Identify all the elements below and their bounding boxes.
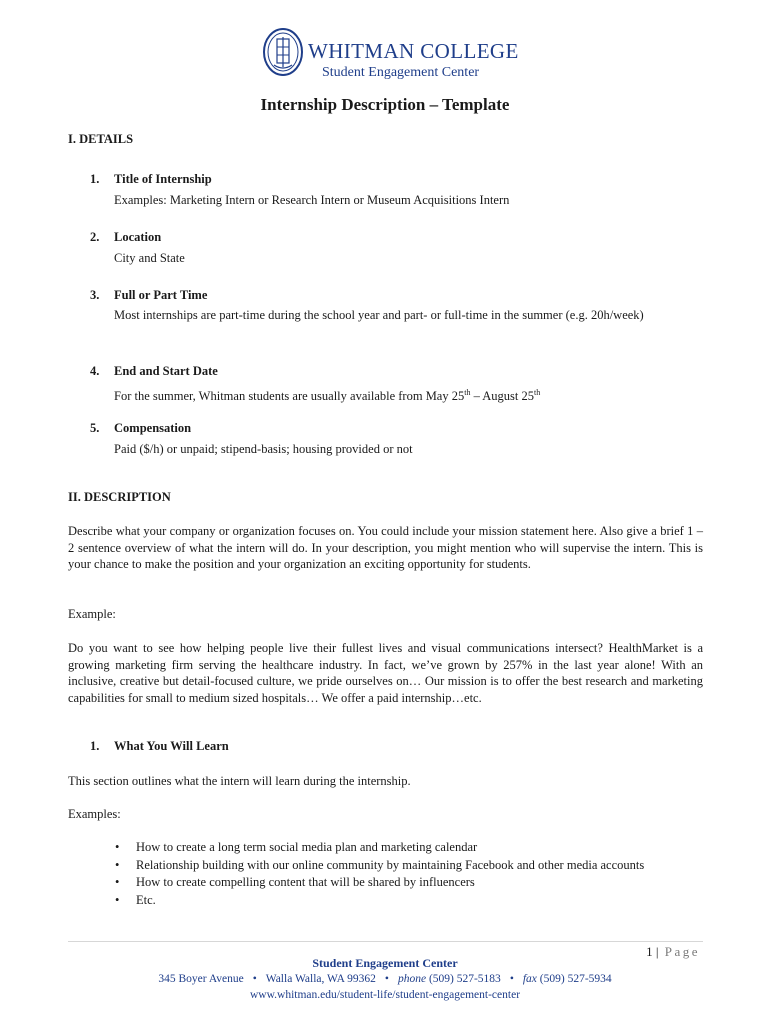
footer-contact-line: 345 Boyer Avenue • Walla Walla, WA 99362 • phone (509) 527-5183 • fax (509) 527-5934 [158, 973, 612, 985]
document-title: Internship Description – Template [260, 95, 510, 114]
bullet-icon: • [115, 875, 120, 889]
footer-url-link[interactable]: www.whitman.edu/student-life/student-engagement-center [249, 989, 521, 1001]
bullet-icon: • [115, 892, 120, 907]
learn-bullet-list [110, 839, 700, 909]
examples-label: Examples: [68, 807, 121, 821]
bullet-icon: • [115, 857, 120, 872]
page-number: 1 | Page [646, 944, 700, 959]
footer-phone: (509) 527-5183 [428, 973, 501, 985]
detail-body [114, 383, 684, 406]
detail-body: Examples: Marketing Intern or Research Intern or Museum Acquisitions Intern [114, 193, 510, 207]
college-logo [262, 27, 562, 85]
footer-address: 345 Boyer Avenue [158, 973, 244, 985]
list-item: • How to create a long term social media plan and marketing calendar [110, 839, 700, 857]
list-item: • Relationship building with our online community by maintaining Facebook and other media accounts [110, 857, 700, 875]
footer-divider [68, 941, 703, 942]
detail-title: Compensation [114, 421, 192, 435]
subsection-title: What You Will Learn [114, 739, 229, 753]
example-paragraph: Do you want to see how helping people live their fullest lives and visual communications intersect? HealthMarket is a growing marketing firm serving the healthcare industry. In fact, we’ve grown by 257% in the last year alone! With an inclusive, creative but detail-focused culture, we pride ourselves on… Our mission is to offer the best research and marketing capabilities for small to medium sized hospitals… We offer a paid internship…etc. [68, 641, 703, 705]
detail-title: Full or Part Time [114, 288, 208, 302]
detail-title: Title of Internship [114, 172, 212, 186]
center-name: Student Engagement Center [322, 65, 480, 80]
detail-number: 1. [90, 172, 100, 186]
description-paragraph: Describe what your company or organization focuses on. You could include your mission statement here. Also give a brief 1 – 2 sentence overview of what the intern will do. In your description, you might mention who will supervise the intern. This is your chance to make the position and your organization an exciting opportunity for students. [68, 524, 703, 571]
details-heading: I. DETAILS [68, 132, 134, 146]
detail-body: Paid ($/h) or unpaid; stipend-basis; housing provided or not [114, 442, 413, 456]
example-label: Example: [68, 607, 116, 621]
detail-body-text: For the summer, Whitman students are usually available from May 25 [114, 389, 465, 404]
list-item: • Etc. [110, 892, 700, 910]
footer-center-name: Student Engagement Center [312, 956, 458, 970]
detail-body: Most internships are part-time during the school year and part- or full-time in the summer (e.g. 20h/week) [114, 308, 644, 322]
detail-title: End and Start Date [114, 364, 218, 378]
subsection-number: 1. [90, 739, 100, 753]
list-item: • How to create compelling content that will be shared by influencers [110, 874, 700, 892]
footer-city: Walla Walla, WA 99362 [265, 973, 376, 985]
detail-number: 4. [90, 364, 100, 378]
college-seal-icon [262, 27, 304, 77]
detail-title: Location [114, 230, 162, 244]
detail-body: City and State [114, 251, 185, 265]
college-name: WHITMAN COLLEGE [308, 39, 519, 63]
bullet-icon: • [115, 840, 120, 854]
detail-number: 5. [90, 421, 100, 435]
detail-body-text: – August 25 [470, 389, 535, 404]
description-heading: II. DESCRIPTION [68, 490, 171, 504]
detail-number: 3. [90, 288, 100, 302]
detail-number: 2. [90, 230, 100, 244]
ordinal-suffix: th [464, 388, 471, 397]
footer-fax: (509) 527-5934 [539, 973, 612, 985]
learn-paragraph: This section outlines what the intern will learn during the internship. [68, 774, 411, 788]
ordinal-suffix: th [534, 388, 541, 397]
